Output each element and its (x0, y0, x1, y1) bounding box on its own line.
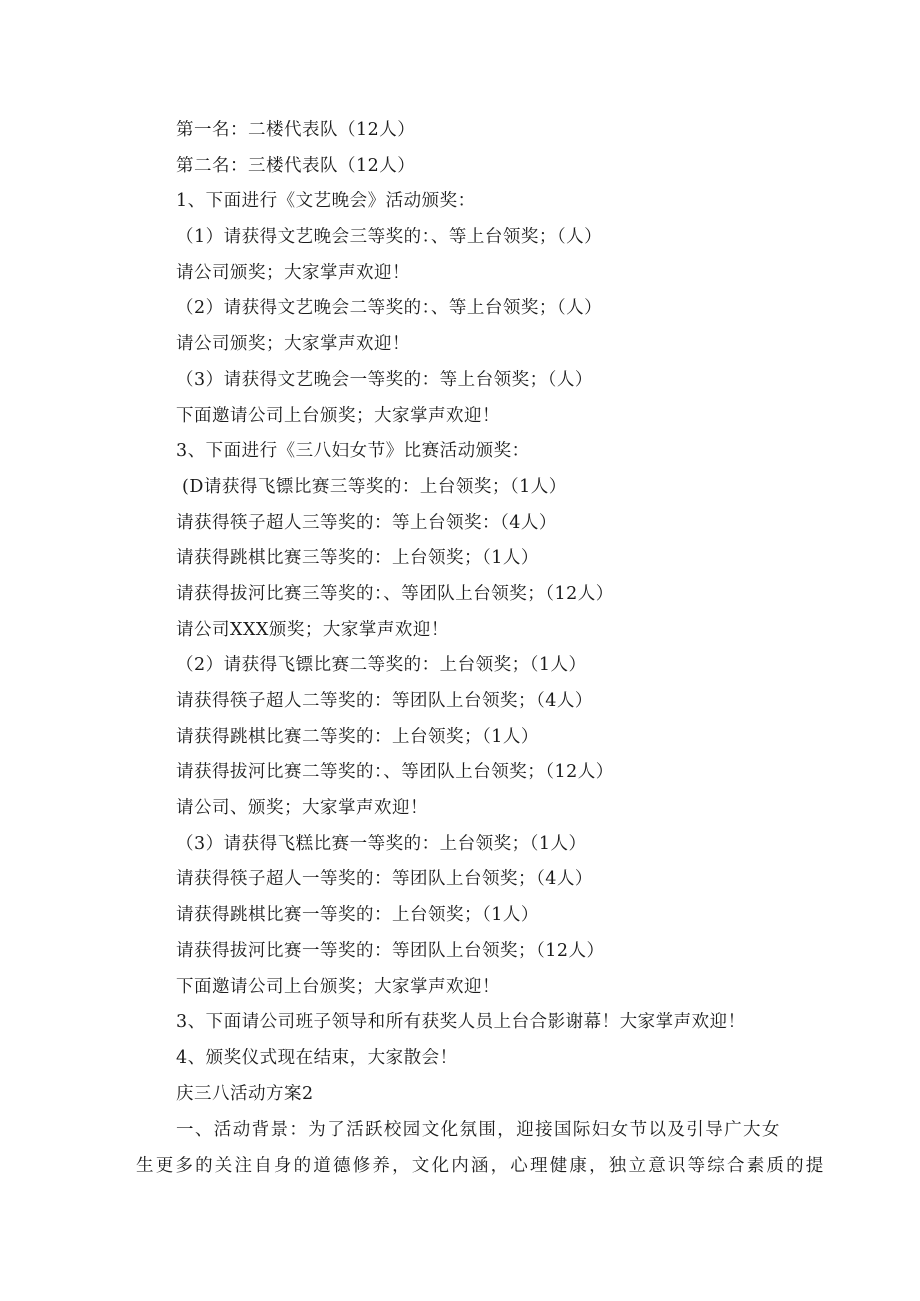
text-line: （2）请获得文艺晚会二等奖的：、等上台领奖；（人） (176, 298, 603, 319)
text-line: 请获得拔河比赛三等奖的：、等团队上台领奖；（12人） (176, 583, 614, 604)
text-line: 第二名：三楼代表队（12人） (176, 155, 416, 176)
text-line: 第一名：二楼代表队（12人） (176, 120, 416, 140)
document-body (176, 113, 816, 1112)
text-line: 请公司XXX颁奖；大家掌声欢迎！ (176, 619, 449, 640)
text-line: 下面邀请公司上台颁奖；大家掌声欢迎！ (176, 976, 500, 997)
text-line: 请获得筷子超人一等奖的：等团队上台领奖；（4人） (176, 869, 593, 890)
text-line: 3、下面请公司班子领导和所有获奖人员上台合影谢幕！大家掌声欢迎！ (176, 1012, 746, 1033)
text-line: （3）请获得文艺晚会一等奖的：等上台领奖；（人） (176, 369, 593, 390)
text-line: (D请获得飞镖比赛三等奖的：上台领奖；（1人） (182, 476, 567, 497)
text-line: 请获得跳棋比赛一等奖的：上台领奖；（1人） (176, 905, 539, 926)
text-line: 请获得拔河比赛二等奖的：、等团队上台领奖；（12人） (176, 762, 614, 783)
text-line: 请获得跳棋比赛二等奖的：上台领奖；（1人） (176, 726, 539, 747)
activity-background-paragraph (136, 1112, 826, 1184)
text-line: （2）请获得飞镖比赛二等奖的：上台领奖；（1人） (176, 655, 587, 676)
text-line: 请获得筷子超人二等奖的：等团队上台领奖；（4人） (176, 691, 593, 711)
text-line: 4、颁奖仪式现在结束，大家散会！ (176, 1047, 458, 1068)
text-line: 请公司、颁奖；大家掌声欢迎！ (176, 798, 428, 819)
text-line: 请获得跳棋比赛三等奖的：上台领奖；（1人） (176, 548, 539, 569)
section-heading: 庆三八活动方案2 (176, 1083, 314, 1104)
text-line: 请获得筷子超人三等奖的：等上台领奖：（4人） (176, 512, 557, 533)
text-line: （3）请获得飞糕比赛一等奖的：上台领奖；（1人） (176, 833, 587, 854)
text-line: 请公司颁奖；大家掌声欢迎！ (176, 334, 410, 355)
paragraph-line: 一、活动背景：为了活跃校园文化氛围，迎接国际妇女节以及引导广大女 (176, 1120, 781, 1140)
text-line: 3、下面进行《三八妇女节》比赛活动颁奖： (176, 441, 530, 462)
paragraph-line: 生更多的关注自身的道德修养，文化内涵，心理健康，独立意识等综合素质的提 (136, 1156, 826, 1176)
text-line: 下面邀请公司上台颁奖；大家掌声欢迎！ (176, 405, 500, 426)
text-line: （1）请获得文艺晚会三等奖的：、等上台领奖；（人） (176, 227, 603, 248)
text-line: 请获得拔河比赛一等奖的：等团队上台领奖；（12人） (176, 940, 605, 961)
text-line: 请公司颁奖；大家掌声欢迎！ (176, 262, 410, 283)
text-line: 1、下面进行《文艺晚会》活动颁奖： (176, 191, 476, 212)
